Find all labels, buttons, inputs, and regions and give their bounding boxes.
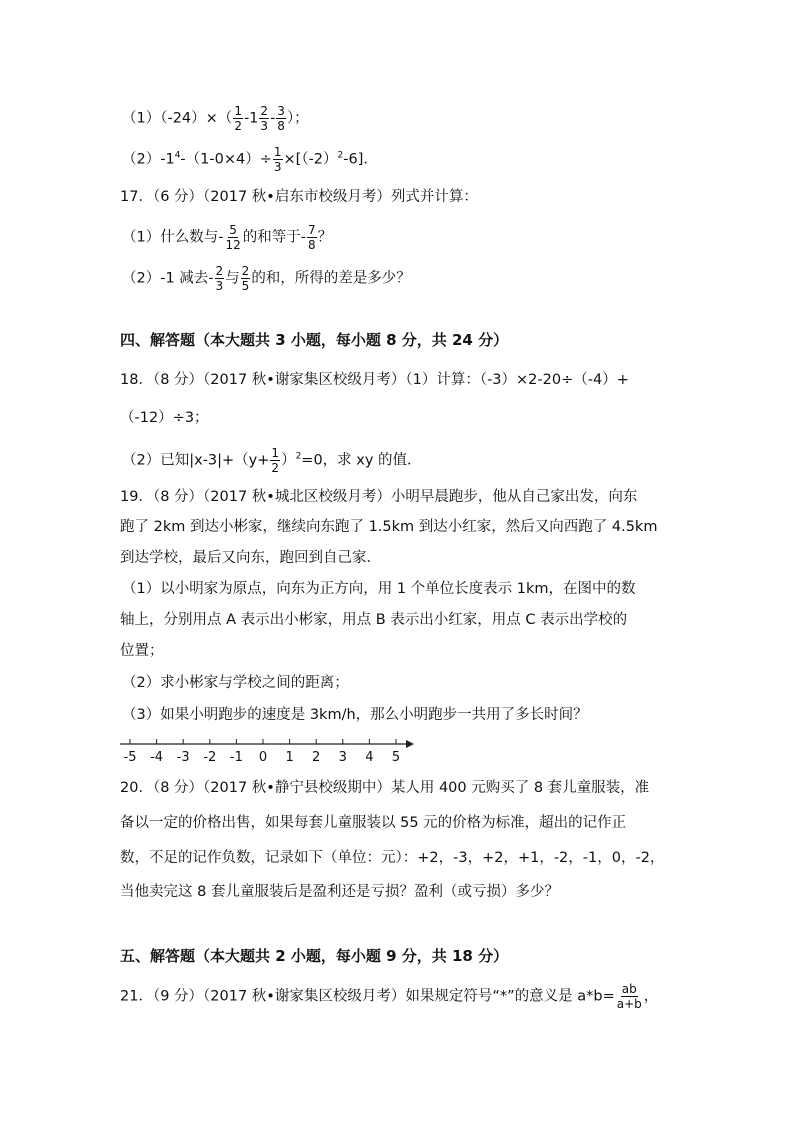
question-18-2: （2）已知|x-3|+（y+ $\frac{1}{2}$ ）$^2$=0，求 xy 的值． xyxy=(122,446,422,475)
number-line-tick-label: 5 xyxy=(391,750,401,765)
question-19-line-4: （1）以小明家为原点，向东为正方向，用 1 个单位长度表示 1km，在图中的数 xyxy=(122,581,636,597)
fraction: $\frac{1}{2}$ xyxy=(271,446,280,475)
question-19-line-6: 位置； xyxy=(120,643,164,659)
number-line xyxy=(118,736,418,768)
problem-16-2: $(2)-1^4-(1-0\times 4)\div$ $\frac{1}{3}$ $\times[(-2)^2-6]$． xyxy=(122,145,378,174)
section-5-heading: 五、解答题（本大题共 2 小题，每小题 9 分，共 18 分） xyxy=(120,947,509,965)
fraction: $\frac{3}{8}$ xyxy=(277,104,285,133)
number-line-tick-label: 3 xyxy=(338,750,347,765)
number-line-tick-label: 1 xyxy=(285,750,294,765)
fraction: $\frac{ab}{a+b}$ xyxy=(616,982,642,1011)
section-4-heading: 四、解答题（本大题共 3 小题，每小题 8 分，共 24 分） xyxy=(120,331,509,349)
question-20-line-3: 数，不足的记作负数，记录如下（单位：元）：+2，-3，+2，+1，-2，-1，0，-2， xyxy=(120,850,665,866)
question-17-title: 17．（6 分）（2017 秋•启东市校级月考）列式并计算： xyxy=(120,189,478,205)
number-line-tick-label: 2 xyxy=(312,750,321,765)
question-19-line-5: 轴上，分别用点 A 表示出小彬家，用点 B 表示出小红家，用点 C 表示出学校的 xyxy=(120,612,628,628)
question-19-line-7: （2）求小彬家与学校之间的距离； xyxy=(122,675,349,691)
fraction: $\frac{2}{5}$ xyxy=(241,264,250,293)
question-18-line-1: 18．（8 分）（2017 秋•谢家集区校级月考）（1）计算：（-3）×2-20÷（-4）+ xyxy=(120,372,629,388)
number-line-tick-label: -5 xyxy=(123,750,137,765)
problem-16-1: （1）（-24）×（ $\frac{1}{2}$ -1 $\frac{2}{3}$ - $\frac{3}{8}$ ）； xyxy=(122,104,309,133)
question-17-1: （1）什么数与- $\frac{5}{12}$ 的和等于- $\frac{7}{8}$ ？ xyxy=(122,223,333,252)
question-21: 21．（9 分）（2017 秋•谢家集区校级月考）如果规定符号“*”的意义是 a*b= $\frac{ab}{a+b}$ ， xyxy=(120,982,659,1011)
fraction: $\frac{2}{3}$ xyxy=(260,104,269,133)
question-20-line-1: 20．（8 分）（2017 秋•静宁县校级期中）某人用 400 元购买了 8 套儿童服装，准 xyxy=(120,780,650,796)
question-19-line-1: 19．（8 分）（2017 秋•城北区校级月考）小明早晨跑步，他从自己家出发，向东 xyxy=(120,489,638,505)
number-line-tick-label: 4 xyxy=(365,750,374,765)
question-20-line-4: 当他卖完这 8 套儿童服装后是盈利还是亏损？盈利（或亏损）多少？ xyxy=(120,884,559,900)
number-line-tick-label: -1 xyxy=(229,750,243,765)
number-line-tick-label: -4 xyxy=(150,750,164,765)
question-20-line-2: 备以一定的价格出售，如果每套儿童服装以 55 元的价格为标准，超出的记作正 xyxy=(120,815,627,831)
fraction: $\frac{7}{8}$ xyxy=(307,223,316,252)
question-19-line-8: （3）如果小明跑步的速度是 3km/h，那么小明跑步一共用了多长时间？ xyxy=(122,707,588,723)
question-19-line-2: 跑了 2km 到达小彬家，继续向东跑了 1.5km 到达小红家，然后又向西跑了 4.5km xyxy=(120,519,658,535)
question-18-line-2: （-12）÷3； xyxy=(120,410,209,426)
fraction: $\frac{1}{3}$ xyxy=(273,145,282,174)
fraction: $\frac{5}{12}$ xyxy=(225,223,241,252)
number-line-tick-label: -2 xyxy=(203,750,217,765)
arrow-right-icon xyxy=(406,740,414,748)
number-line-tick-label: -3 xyxy=(176,750,190,765)
fraction: $\frac{1}{2}$ xyxy=(234,104,242,133)
question-17-2: （2）-1 减去- $\frac{2}{3}$ 与 $\frac{2}{5}$ 的和，所得的差是多少？ xyxy=(122,264,411,293)
fraction: $\frac{2}{3}$ xyxy=(215,264,224,293)
question-19-line-3: 到达学校，最后又向东，跑回到自己家． xyxy=(120,550,381,566)
number-line-tick-label: 0 xyxy=(258,750,268,765)
